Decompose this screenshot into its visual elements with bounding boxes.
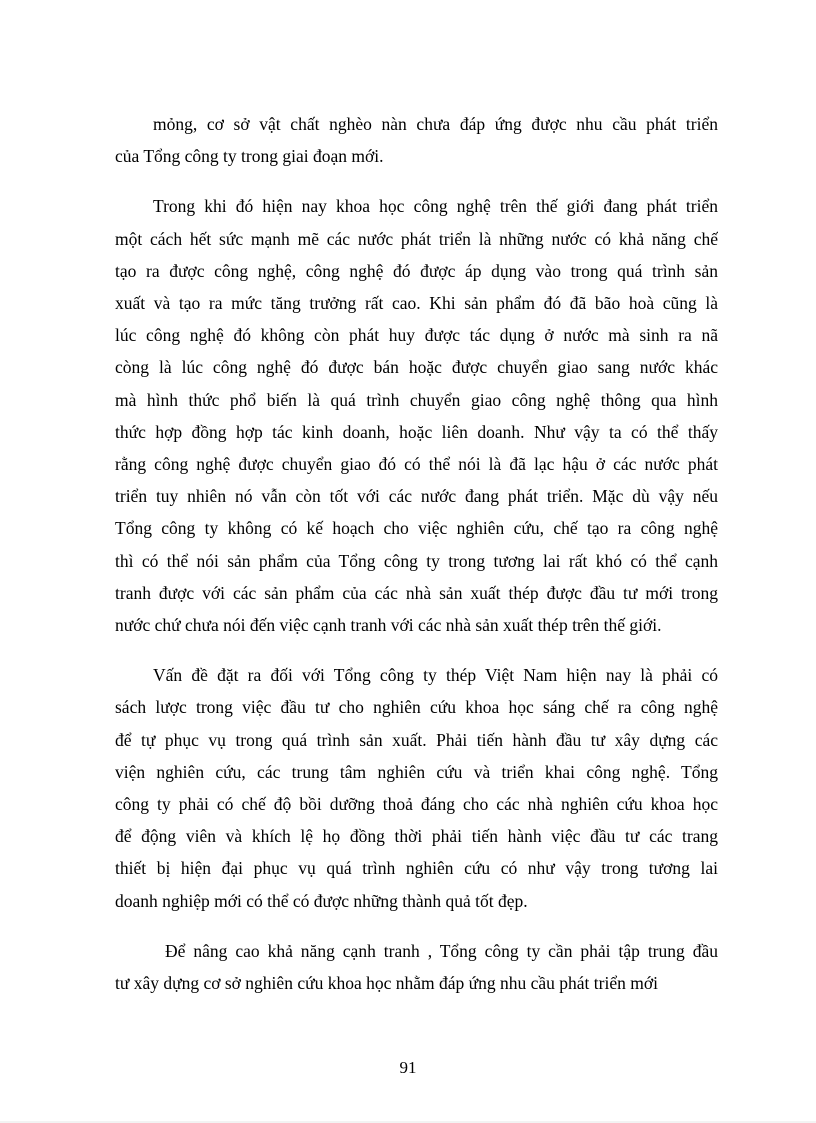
text-line: thức hợp đồng hợp tác kinh doanh, hoặc liên doanh. Như vậy ta có thể thấy — [115, 421, 718, 442]
text-line: xuất và tạo ra mức tăng trưởng rất cao. Khi sản phẩm đó đã bão hoà cũng là — [115, 293, 718, 314]
paragraph-2 — [115, 190, 718, 641]
text-line: Tổng công ty không có kế hoạch cho việc nghiên cứu, chế tạo ra công nghệ — [115, 518, 718, 539]
text-line: thiết bị hiện đại phục vụ quá trình nghiên cứu có như vậy trong tương lai — [115, 858, 718, 879]
text-line: để tự phục vụ trong quá trình sản xuất. Phải tiến hành đầu tư xây dựng các — [115, 729, 718, 750]
text-line: một cách hết sức mạnh mẽ các nước phát triển là những nước có khả năng chế — [115, 228, 718, 249]
paragraph-gap — [115, 172, 718, 190]
text-line: tạo ra được công nghệ, công nghệ đó được áp dụng vào trong quá trình sản — [115, 260, 718, 281]
text-line: viện nghiên cứu, các trung tâm nghiên cứu và triển khai công nghệ. Tổng — [115, 761, 718, 782]
text-line: để động viên và khích lệ họ đồng thời phải tiến hành việc đầu tư các trang — [115, 826, 718, 847]
paragraph-4 — [115, 935, 718, 999]
text-line: Vấn đề đặt ra đối với Tổng công ty thép Việt Nam hiện nay là phải có — [153, 665, 718, 686]
paragraph-gap — [115, 917, 718, 935]
text-line: sách lược trong việc đầu tư cho nghiên cứu khoa học sáng chế ra công nghệ — [115, 697, 718, 718]
text-line: tư xây dựng cơ sở nghiên cứu khoa học nhằm đáp ứng nhu cầu phát triển mới — [115, 973, 658, 994]
text-line: Trong khi đó hiện nay khoa học công nghệ trên thế giới đang phát triển — [153, 196, 718, 217]
text-line: còng là lúc công nghệ đó được bán hoặc được chuyển giao sang nước khác — [115, 357, 718, 378]
paragraph-1 — [115, 108, 718, 172]
text-line: công ty phải có chế độ bồi dưỡng thoả đáng cho các nhà nghiên cứu khoa học — [115, 794, 718, 815]
text-line: lúc công nghệ đó không còn phát huy được tác dụng ở nước mà sinh ra nã — [115, 325, 718, 346]
text-line: doanh nghiệp mới có thể có được những thành quả tốt đẹp. — [115, 890, 528, 911]
text-line: nước chứ chưa nói đến việc cạnh tranh với các nhà sản xuất thép trên thế giới. — [115, 615, 662, 636]
text-line: thì có thể nói sản phẩm của Tổng công ty trong tương lai rất khó có thể cạnh — [115, 550, 718, 571]
text-line: triển tuy nhiên nó vẫn còn tốt với các nước đang phát triển. Mặc dù vậy nếu — [115, 486, 718, 507]
text-line: của Tổng công ty trong giai đoạn mới. — [115, 146, 384, 167]
text-line: tranh được với các sản phẩm của các nhà sản xuất thép được đầu tư mới trong — [115, 582, 718, 603]
page-body — [115, 108, 718, 999]
paragraph-gap — [115, 641, 718, 659]
text-line: rằng công nghệ được chuyển giao đó có thể nói là đã lạc hậu ở các nước phát — [115, 454, 718, 475]
text-line: mà hình thức phổ biến là quá trình chuyển giao công nghệ thông qua hình — [115, 389, 718, 410]
paragraph-3 — [115, 659, 718, 917]
page-number: 91 — [399, 1058, 417, 1077]
text-line: mỏng, cơ sở vật chất nghèo nàn chưa đáp ứng được nhu cầu phát triển — [153, 114, 718, 134]
text-line: Để nâng cao khả năng cạnh tranh , Tổng công ty cần phải tập trung đầu — [165, 940, 718, 961]
